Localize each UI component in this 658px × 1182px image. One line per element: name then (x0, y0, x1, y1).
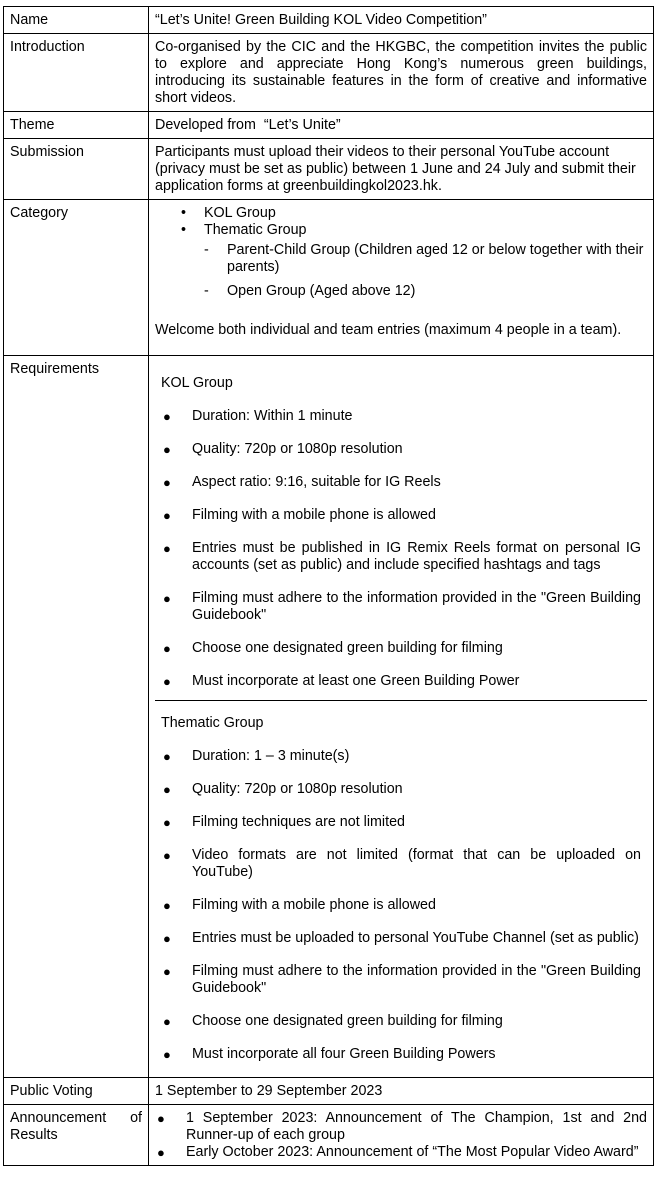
category-item-label: KOL Group (204, 205, 276, 221)
list-item-text: Quality: 720p or 1080p resolution (192, 781, 403, 797)
category-item-kol (155, 205, 647, 222)
list-item-text: Must incorporate at least one Green Building Power (192, 673, 520, 689)
bullet-icon: ● (163, 931, 171, 946)
bullet-icon: ● (163, 442, 171, 457)
value-introduction: Co-organised by the CIC and the HKGBC, the competition invites the public to explore and appreciate Hong Kong’s numerous green buildings, introducing its sustainable features in the form of creative and informative short videos. (149, 34, 654, 112)
list-item-text: Filming with a mobile phone is allowed (192, 897, 436, 913)
list-item (161, 474, 641, 491)
list-item-text: Duration: 1 – 3 minute(s) (192, 748, 350, 764)
list-item-text: Quality: 720p or 1080p resolution (192, 441, 403, 457)
row-name (4, 7, 654, 34)
list-item-text: Early October 2023: Announcement of “The Most Popular Video Award” (186, 1144, 639, 1160)
requirements-kol-title: KOL Group (161, 375, 233, 391)
list-item (161, 897, 641, 914)
dash-icon: - (204, 242, 209, 258)
bullet-icon: ● (163, 1014, 171, 1029)
list-item-text: Filming techniques are not limited (192, 814, 405, 830)
bullet-icon: ● (163, 508, 171, 523)
row-category (4, 200, 654, 356)
list-item (161, 814, 641, 831)
bullet-icon: ● (163, 898, 171, 913)
bullet-icon: ● (163, 848, 171, 863)
bullet-icon: ● (163, 964, 171, 979)
list-item-text: Aspect ratio: 9:16, suitable for IG Reels (192, 474, 441, 490)
requirements-kol (155, 361, 647, 700)
bullet-icon: ● (157, 1145, 165, 1160)
category-item-label: Thematic Group (204, 222, 307, 238)
label-theme: Theme (4, 112, 149, 139)
bullet-icon: ● (163, 541, 171, 556)
announcement-list (155, 1110, 647, 1161)
row-theme (4, 112, 654, 139)
list-item (161, 847, 641, 881)
list-item-text: Choose one designated green building for filming (192, 1013, 503, 1029)
row-requirements (4, 356, 654, 1078)
requirements-thematic-list (161, 748, 641, 1063)
competition-info-table (3, 6, 654, 1166)
requirements-kol-list (161, 408, 641, 690)
list-item (161, 930, 641, 947)
list-item (161, 540, 641, 574)
list-item-text: Duration: Within 1 minute (192, 408, 353, 424)
category-list (155, 205, 647, 300)
list-item (161, 748, 641, 765)
requirements-thematic-title: Thematic Group (161, 715, 264, 731)
bullet-icon: ● (157, 1111, 165, 1126)
list-item-text: Video formats are not limited (format that can be uploaded on YouTube) (192, 847, 641, 880)
value-theme: Developed from “Let’s Unite” (149, 112, 654, 139)
label-requirements: Requirements (4, 356, 149, 1078)
list-item-text: Entries must be uploaded to personal YouTube Channel (set as public) (192, 930, 639, 946)
requirements-thematic (155, 700, 647, 1073)
list-item (161, 441, 641, 458)
value-requirements (149, 356, 654, 1078)
bullet-icon: • (181, 222, 187, 238)
bullet-icon: • (181, 205, 187, 221)
list-item (161, 507, 641, 524)
list-item (155, 1110, 647, 1144)
row-introduction (4, 34, 654, 112)
subgroup-item (204, 242, 647, 276)
row-submission (4, 139, 654, 200)
list-item-text: 1 September 2023: Announcement of The Champion, 1st and 2nd Runner-up of each group (186, 1110, 647, 1143)
list-item-text: Entries must be published in IG Remix Reels format on personal IG accounts (set as public) and include specified hashtags and tags (192, 540, 641, 573)
category-note: Welcome both individual and team entries (maximum 4 people in a team). (155, 322, 622, 338)
bullet-icon: ● (163, 409, 171, 424)
list-item (161, 1013, 641, 1030)
label-announcement: Announcement of Results (4, 1105, 149, 1166)
label-public-voting: Public Voting (4, 1078, 149, 1105)
list-item-text: Filming with a mobile phone is allowed (192, 507, 436, 523)
label-submission: Submission (4, 139, 149, 200)
label-name: Name (4, 7, 149, 34)
value-announcement (149, 1105, 654, 1166)
bullet-icon: ● (163, 641, 171, 656)
label-introduction: Introduction (4, 34, 149, 112)
thematic-subgroup-list (204, 242, 647, 300)
value-name: “Let’s Unite! Green Building KOL Video Competition” (149, 7, 654, 34)
bullet-icon: ● (163, 674, 171, 689)
row-announcement (4, 1105, 654, 1166)
list-item (161, 673, 641, 690)
list-item (161, 590, 641, 624)
bullet-icon: ● (163, 1047, 171, 1062)
list-item (161, 640, 641, 657)
dash-icon: - (204, 283, 209, 299)
value-public-voting: 1 September to 29 September 2023 (149, 1078, 654, 1105)
row-public-voting (4, 1078, 654, 1105)
list-item (161, 1046, 641, 1063)
bullet-icon: ● (163, 591, 171, 606)
subgroup-item (204, 283, 647, 300)
list-item-text: Choose one designated green building for filming (192, 640, 503, 656)
subgroup-label: Open Group (Aged above 12) (227, 283, 416, 299)
category-item-thematic (155, 222, 647, 300)
list-item-text: Filming must adhere to the information provided in the "Green Building Guidebook" (192, 963, 641, 996)
bullet-icon: ● (163, 815, 171, 830)
value-submission: Participants must upload their videos to their personal YouTube account (privacy must be set as public) between 1 June and 24 July and submit their application forms at greenbuildingkol2023.hk. (149, 139, 654, 200)
bullet-icon: ● (163, 782, 171, 797)
bullet-icon: ● (163, 749, 171, 764)
list-item (155, 1144, 647, 1161)
list-item (161, 781, 641, 798)
list-item-text: Filming must adhere to the information provided in the "Green Building Guidebook" (192, 590, 641, 623)
list-item (161, 408, 641, 425)
list-item-text: Must incorporate all four Green Building Powers (192, 1046, 496, 1062)
label-category: Category (4, 200, 149, 356)
bullet-icon: ● (163, 475, 171, 490)
list-item (161, 963, 641, 997)
value-category (149, 200, 654, 356)
subgroup-label: Parent-Child Group (Children aged 12 or below together with their parents) (227, 242, 644, 275)
